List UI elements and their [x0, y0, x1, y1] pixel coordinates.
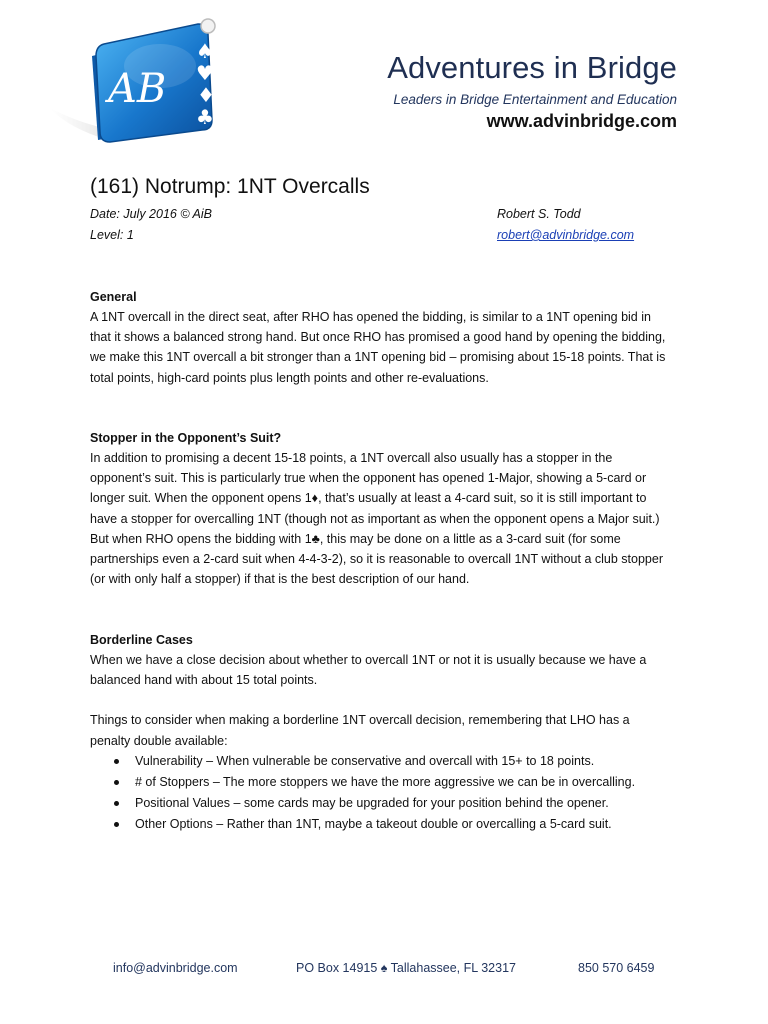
section-paragraph — [90, 710, 680, 750]
document-title: (161) Notrump: 1NT Overcalls — [90, 175, 370, 198]
section-stopper — [90, 428, 680, 589]
brand-title: Adventures in Bridge — [387, 50, 677, 85]
heart-icon: ♥ — [196, 61, 214, 85]
list-item — [90, 793, 680, 814]
list-item-text: Vulnerability – When vulnerable be conservative and overcall with 15+ to 18 points. — [135, 753, 595, 768]
document-author: Robert S. Todd — [497, 207, 581, 221]
section-paragraph — [90, 650, 680, 690]
adventures-in-bridge-logo — [48, 16, 228, 146]
paragraph-line: longer suit. When the opponent opens 1♦, that’s usually at least a 4-card suit, so it is still important to — [90, 491, 647, 506]
paragraph-line: that it shows a balanced strong hand. But once RHO has promised a good hand by opening the bidding, — [90, 330, 666, 345]
brand-tagline: Leaders in Bridge Entertainment and Education — [393, 92, 677, 107]
paragraph-line: balanced hand with about 15 total points. — [90, 673, 318, 688]
section-general — [90, 287, 680, 388]
footer-phone: 850 570 6459 — [578, 961, 655, 975]
author-email-link[interactable]: robert@advinbridge.com — [497, 228, 635, 242]
diamond-icon: ♦ — [197, 83, 215, 107]
paragraph-line: (or with only half a stopper) if that is the best description of our hand. — [90, 572, 470, 587]
footer-email-link[interactable]: info@advinbridge.com — [113, 961, 238, 975]
document-level: Level: 1 — [90, 228, 134, 242]
list-item-text: Other Options – Rather than 1NT, maybe a takeout double or overcalling a 5-card suit. — [135, 816, 612, 831]
footer-address: PO Box 14915 ♠ Tallahassee, FL 32317 — [296, 961, 516, 975]
section-paragraph — [90, 448, 680, 589]
spade-icon: ♠ — [196, 39, 214, 63]
section-paragraph — [90, 307, 680, 388]
paragraph-line: partnerships even a 2-card suit when 4-4-3-2), so it is reasonable to overcall 1NT without a club stopper — [90, 552, 663, 567]
list-item — [90, 814, 680, 835]
list-item-text: # of Stoppers – The more stoppers we have the more aggressive we can be in overcalling. — [135, 774, 636, 789]
paragraph-line: opponent’s suit. This is particularly true when the opponent has opened 1-Major, showing a 5-card or — [90, 471, 647, 486]
club-icon: ♣ — [196, 105, 214, 129]
bullet-icon — [114, 759, 119, 764]
bullet-icon — [114, 780, 119, 785]
paragraph-line: have a stopper for overcalling 1NT (though not as important as when the opponent opens a Major suit.) — [90, 511, 660, 526]
brand-url[interactable]: www.advinbridge.com — [486, 111, 677, 131]
paragraph-line: penalty double available: — [90, 733, 228, 748]
section-heading: General — [90, 290, 137, 304]
paragraph-line: we make this 1NT overcall a bit stronger than a 1NT opening bid – promising about 15-18 points. That is — [90, 350, 666, 365]
section-heading: Stopper in the Opponent’s Suit? — [90, 431, 282, 445]
list-item — [90, 751, 680, 772]
paragraph-line: A 1NT overcall in the direct seat, after RHO has opened the bidding, is similar to a 1NT opening bid in — [90, 310, 651, 324]
list-item-text: Positional Values – some cards may be upgraded for your position behind the opener. — [135, 795, 609, 810]
paragraph-line: When we have a close decision about whether to overcall 1NT or not it is usually because we have a — [90, 653, 647, 667]
list-item — [90, 772, 680, 793]
logo-letters: AB — [108, 66, 167, 112]
considerations-list — [90, 751, 680, 835]
paragraph-line: In addition to promising a decent 15-18 points, a 1NT overcall also usually has a stopper in the — [90, 451, 613, 465]
bullet-icon — [114, 822, 119, 827]
bullet-icon — [114, 801, 119, 806]
document-date: Date: July 2016 © AiB — [90, 207, 213, 221]
paragraph-line: But when RHO opens the bidding with 1♣, this may be done on a little as a 3-card suit (for some — [90, 531, 621, 546]
section-borderline — [90, 630, 680, 835]
paragraph-line: total points, high-card points plus length points and other re-evaluations. — [90, 370, 489, 385]
paragraph-line: Things to consider when making a borderline 1NT overcall decision, remembering that LHO has a — [90, 713, 630, 728]
section-heading: Borderline Cases — [90, 633, 193, 647]
